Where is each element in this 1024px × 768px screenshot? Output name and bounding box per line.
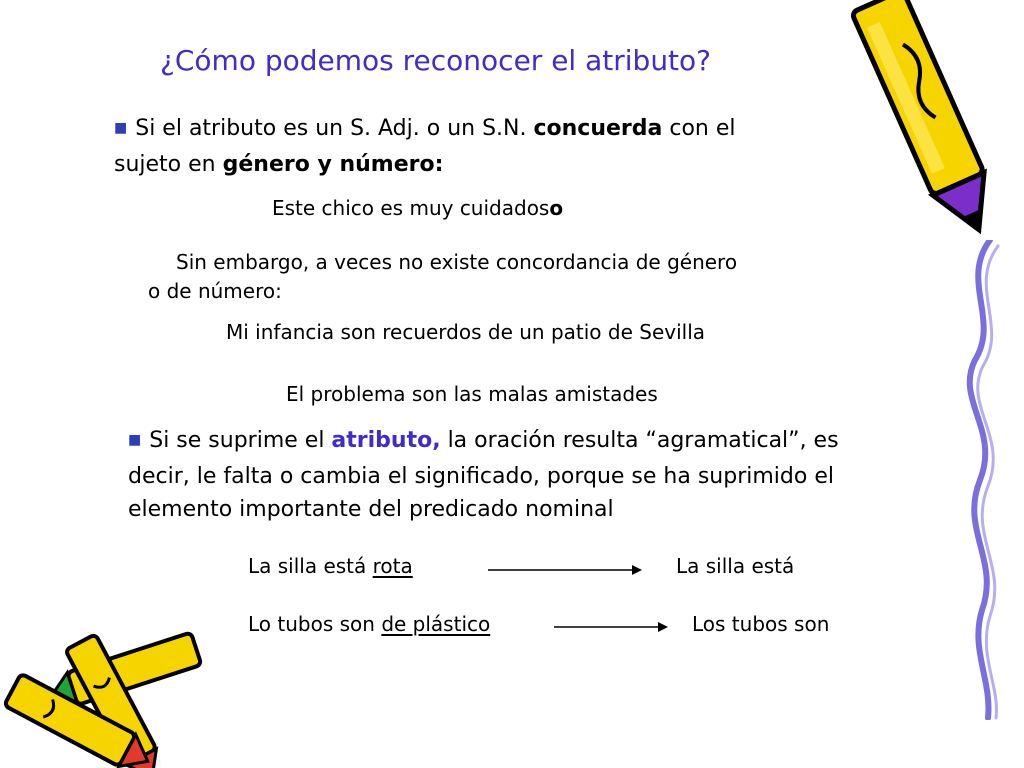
pencils-bottom-left-icon [0, 610, 220, 768]
text-segment: Lo tubos son [248, 612, 382, 636]
bullet-suppression-line1 [128, 424, 839, 460]
bullet-suppression-line2: decir, le falta o cambia el significado, porque se ha suprimido el [128, 464, 834, 489]
text-segment: con el [662, 116, 736, 141]
bullet-suppression-line3: elemento importante del predicado nominal [128, 497, 614, 522]
bullet-agreement-line1 [114, 112, 736, 148]
pair2-left [248, 612, 490, 636]
bullet-agreement-line2 [114, 148, 736, 181]
however-line1: Sin embargo, a veces no existe concordancia de género [176, 250, 738, 274]
bullet-suppression [128, 424, 839, 526]
bullet-agreement [114, 112, 736, 181]
text-segment: La silla está [248, 554, 373, 578]
square-bullet-icon: ■ [114, 120, 128, 136]
bold-term-concuerda: concuerda [533, 116, 663, 141]
pair2-right: Los tubos son [692, 612, 830, 636]
text-segment: sujeto en [114, 152, 223, 177]
example-text: Este chico es muy cuidados [272, 196, 550, 220]
arrow-right-icon [486, 560, 646, 580]
arrow-right-icon [552, 617, 672, 637]
underlined-attribute: de plástico [381, 612, 491, 636]
bold-term-genero-numero: género y número: [222, 152, 444, 177]
example-infancia: Mi infancia son recuerdos de un patio de Sevilla [226, 320, 706, 344]
accent-term-atributo: atributo, [331, 428, 441, 453]
pencil-top-right-icon [850, 0, 1010, 250]
example-cuidadoso [272, 196, 563, 220]
pencil-line-icon [930, 240, 1020, 720]
bold-ending: o [549, 196, 564, 220]
square-bullet-icon: ■ [128, 432, 142, 448]
text-segment: la oración resulta “agramatical”, es [440, 428, 839, 453]
text-segment: Si se suprime el [149, 428, 332, 453]
however-line2: o de número: [148, 279, 282, 303]
pair1-left [248, 554, 413, 578]
example-problema: El problema son las malas amistades [286, 382, 658, 406]
pair1-right: La silla está [676, 554, 795, 578]
text-segment: Si el atributo es un S. Adj. o un S.N. [135, 116, 534, 141]
slide-title: ¿Cómo podemos reconocer el atributo? [160, 44, 712, 77]
underlined-attribute: rota [372, 554, 413, 578]
